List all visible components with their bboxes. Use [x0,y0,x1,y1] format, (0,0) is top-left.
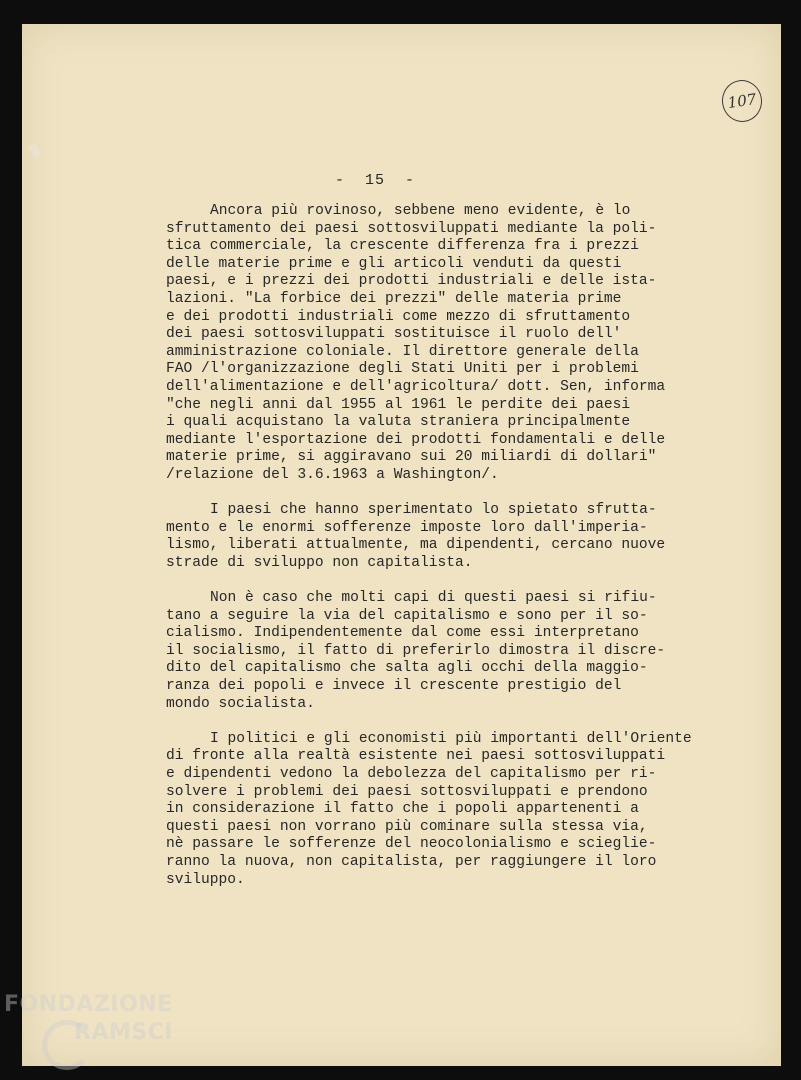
text-line: mediante l'esportazione dei prodotti fondamentali e delle [166,431,666,448]
text-line: sfruttamento dei paesi sottosviluppati mediante la poli- [166,220,657,237]
text-line: paesi, e i prezzi dei prodotti industriali e delle ista- [166,273,657,290]
text-line: di fronte alla realtà esistente nei paesi sottosviluppati [166,748,666,765]
watermark-line2: RAMSCI [74,1020,174,1045]
text-line: materie prime, si aggiravano sui 20 miliardi di dollari" [166,449,657,466]
text-line: "che negli anni dal 1955 al 1961 le perdite dei paesi [166,396,631,413]
binding-mark [28,143,42,159]
text-line: ranno la nuova, non capitalista, per raggiungere il loro [166,853,657,870]
text-line: dito del capitalismo che salta agli occhi della maggio- [166,660,648,677]
text-line: I politici e gli economisti più importanti dell'Oriente [210,730,692,747]
text-line: il socialismo, il fatto di preferirlo dimostra il discre- [166,642,666,659]
text-line: sviluppo. [166,871,245,888]
text-line: tica commerciale, la crescente differenza fra i prezzi [166,238,639,255]
text-line: in considerazione il fatto che i popoli appartenenti a [166,801,639,818]
text-line: e dei prodotti industriali come mezzo di sfruttamento [166,308,631,325]
text-line: lazioni. "La forbice dei prezzi" delle materia prime [166,290,622,307]
fondazione-gramsci-watermark [4,992,214,1076]
dash-right: - [405,172,416,189]
paragraph [166,731,736,889]
text-line: Non è caso che molti capi di questi paesi si rifiu- [210,590,657,607]
text-line: I paesi che hanno sperimentato lo spietato sfrutta- [210,502,657,519]
text-line: cialismo. Indipendentemente dal come essi interpretano [166,625,639,642]
text-line: /relazione del 3.6.1963 a Washington/. [166,466,499,483]
text-line: nè passare le sofferenze del neocolonialismo e scieglie- [166,836,657,853]
watermark-line1: FONDAZIONE [4,992,173,1017]
text-line: strade di sviluppo non capitalista. [166,554,473,571]
text-line: i quali acquistano la valuta straniera principalmente [166,414,631,431]
text-line: dell'alimentazione e dell'agricoltura/ dott. Sen, informa [166,378,666,395]
text-line: tano a seguire la via del capitalismo e sono per il so- [166,607,648,624]
text-line: e dipendenti vedono la debolezza del capitalismo per ri- [166,766,657,782]
text-line: solvere i problemi dei paesi sottosviluppati e prendono [166,783,648,800]
page-number-value: 15 [364,172,385,189]
paragraph [166,590,736,713]
page-number [320,172,430,189]
text-line: mento e le enormi sofferenze imposte loro dall'imperia- [166,519,648,536]
text-line: FAO /l'organizzazione degli Stati Uniti per i problemi [166,361,639,378]
paragraph [166,203,736,485]
text-line: lismo, liberati attualmente, ma dipendenti, cercano nuove [166,537,666,554]
text-line: questi paesi non vorrano più cominare sulla stessa via, [166,818,648,835]
body-text [166,203,736,907]
text-line: mondo socialista. [166,695,315,712]
text-line: dei paesi sottosviluppati sostituisce il ruolo dell' [166,326,622,343]
paragraph [166,502,736,572]
archive-number-stamp: 107 [719,77,764,124]
dash-left: - [334,172,345,189]
text-line: delle materie prime e gli articoli venduti da questi [166,255,622,272]
text-line: ranza dei popoli e invece il crescente prestigio del [166,678,622,695]
text-line: Ancora più rovinoso, sebbene meno evidente, è lo [210,203,631,219]
text-line: amministrazione coloniale. Il direttore generale della [166,343,639,360]
